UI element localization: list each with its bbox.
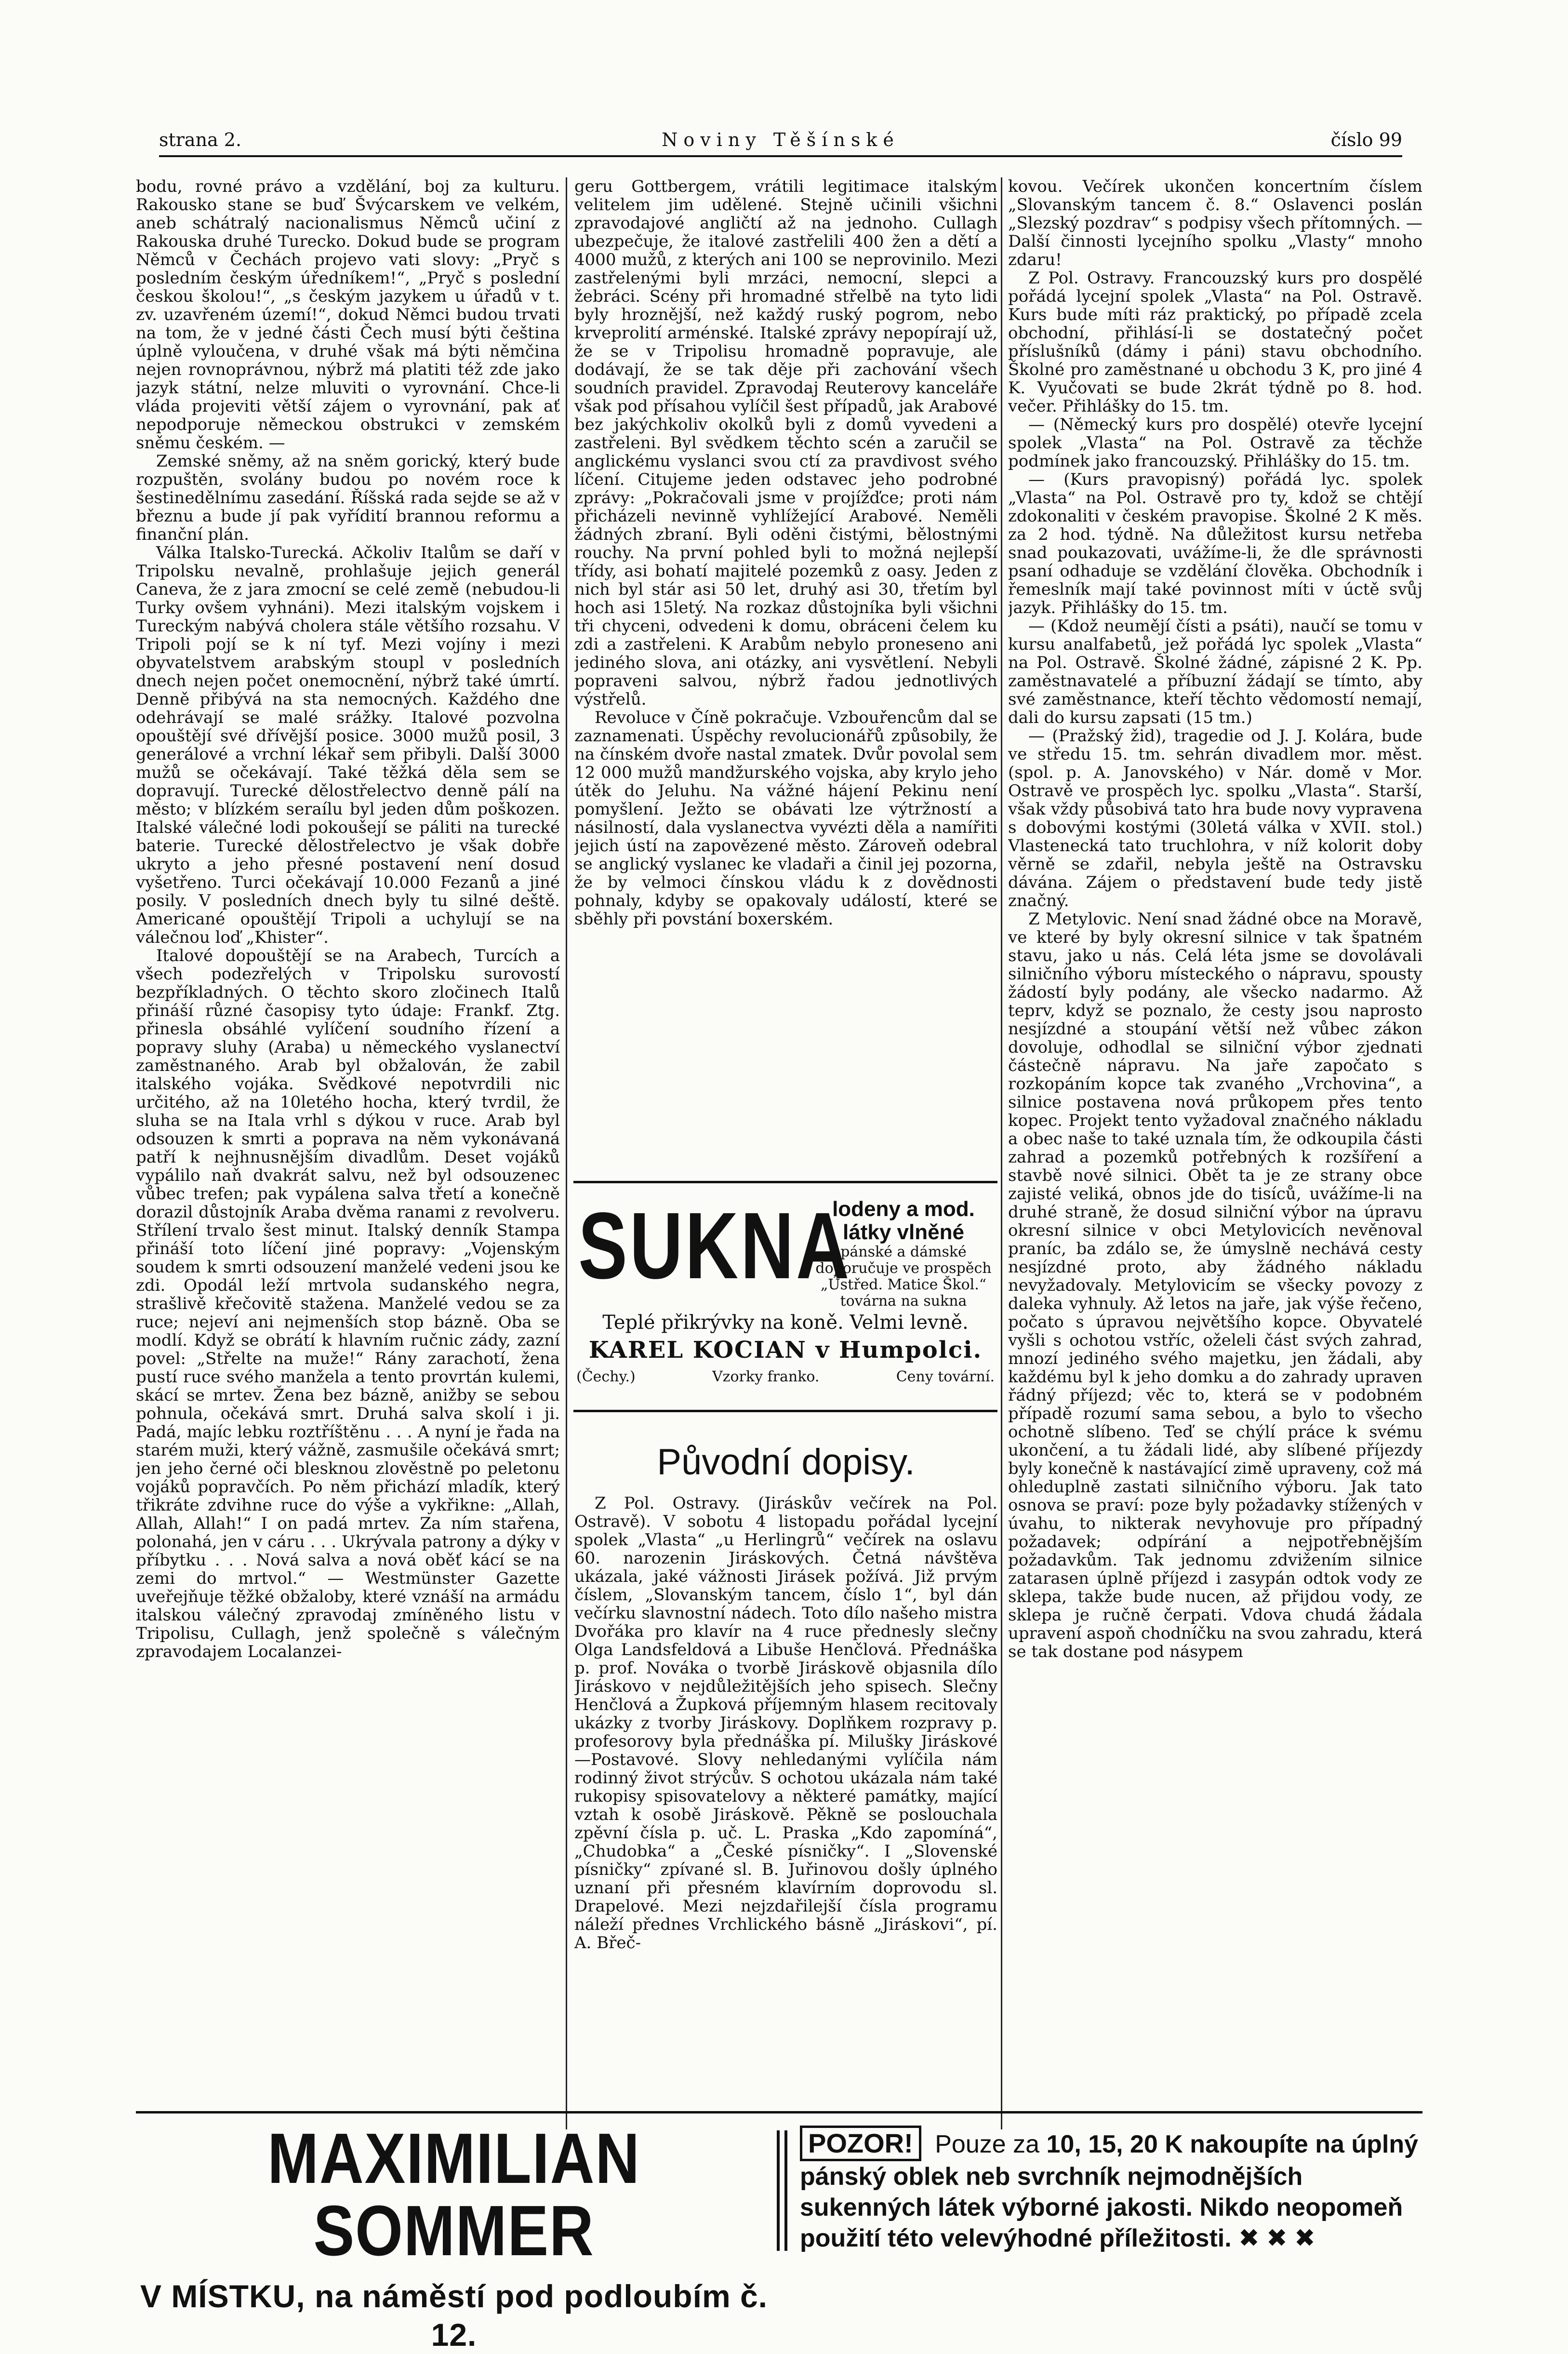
sukna-description: pánské a dámské doporučuje ve prospěch „Ústřed. Matice Škol.“ továrna na sukna [815,1244,992,1310]
article-paragraph: kovou. Večírek ukončen koncertním číslem „Slovanským tancem č. 8.“ Oslavenci poslán „Slezský pozdrav“ s podpisy všech přítomných. — Další činnosti lycejního spolku „Vlasty“ mnoho zdaru! [1008,177,1422,269]
sommer-advertisement [136,2119,772,2353]
article-paragraph: — (Pražský žid), tragedie od J. J. Kolára, bude ve středu 15. tm. sehrán divadlem mor. měst. (spol. p. A. Janovského) v Nár. domě v Mor. Ostravě ve prospěch lyc. spolku „Vlasta“. Starší, však vždy působivá tato hra bude novy vypravena s dobovými kostými (30letá válka v XVII. stol.) Vlastenecká tato truchlohra, v níž kolorit doby věrně se zdařil, nebyla ještě na Ostravsku dávána. Zájem o představení bude tedy jistě značný. [1008,726,1422,910]
article-paragraph: Zemské sněmy, až na sněm gorický, který bude rozpuštěn, svolány budou po novém roce k šestinedělnímu zasedání. Říšská rada sejde se až v březnu a bude jí pak vyřídití brannou reformu a finanční plán. [136,452,560,544]
article-paragraph: — (Německý kurs pro dospělé) otevře lycejní spolek „Vlasta“ na Pol. Ostravě za těchže podmínek jako francouzský. Přihlášky do 15. tm. [1008,415,1422,471]
article-paragraph: — (Kdož neumějí čísti a psáti), naučí se tomu v kursu analfabetů, jež pořádá lyc spolek „Vlasta“ na Pol. Ostravě. Školné žádné, zápisné 2 K. Pp. zaměstnavatelé a příbuzní žádají se tímto, aby své zaměstnance, kteří těchto vědomostí nemají, dali do kursu zapsati (15 tm.) [1008,616,1422,727]
column-divider [566,177,567,2129]
column-divider [1001,177,1002,2129]
sommer-name: MAXIMILIAN SOMMER [267,2119,640,2271]
issue-number: číslo 99 [1330,129,1402,150]
sukna-lodeny: lodeny a mod. látky vlněné [832,1197,975,1244]
column-3 [1008,177,1422,2129]
article-paragraph: Z Pol. Ostravy. Francouzský kurs pro dospělé pořádá lycejní spolek „Vlasta“ na Pol. Ostravě. Kurs bude míti ráz praktický, po případě zcela obchodní, přihlásí-li se dostatečný počet příslušníků (dámy i páni) stavu obchodního. Školné pro zaměstnané u obchodu 3 K, pro jiné 4 K. Vyučovati se bude 2krát týdně po 8. hod. večer. Přihlášky do 15. tm. [1008,268,1422,416]
article-paragraph: Válka Italsko-Turecká. Ačkoliv Italům se daří v Tripolsku nevalně, prohlašuje jejich generál Caneva, že z jara zmocní se celé země (nebudou-li Turky ovšem vyhnáni). Mezi italským vojskem i Tureckým nabývá cholera stále většího rozsahu. V Tripoli pojí se k ní tyf. Mezi vojíny i mezi obyvatelstvem arabským stoupl v posledních dnech nejen počet onemocnění, nýbrž také úmrtí. Denně přibývá na sta nemocných. Každého dne odehrávají se malé srážky. Italové pozvolna opouštějí své dřívější posice. 3000 mužů posil, 3 generálové a vrchní lékař sem přibyli. Další 3000 mužů se očekávají. Také těžká děla sem se dopravují. Turecké dělostřelectvo denně pálí na město; v blízkém seraílu byl jeden dům poškozen. Italské válečné lodi pokoušejí se páliti na turecké baterie. Turecké dělostřelectvo je však dobře ukryto a jeho přesné postavení není dosud vyšetřeno. Turci očekávají 10.000 Fezanů a jiné posily. V posledních dnech byly tu silné deště. Americané opouštějí Tripoli a uchylují se na válečnou loď „Khister“. [136,543,560,947]
column-2 [574,177,997,1175]
column-2-lower [574,1494,997,2082]
pozor-amounts: 10, 15, 20 K [1046,2130,1183,2158]
bottom-rule [136,2111,1422,2113]
article-paragraph: Italové dopouštějí se na Arabech, Turcích a všech podezřelých v Tripolsku surovostí bezpříkladných. O těchto skoro zločinech Italů přináší různé časopisy tyto údaje: Frankf. Ztg. přinesla obsáhlé vylíčení soudního řízení a popravy sluhy (Araba) u německého vyslanectví zaměstnaného. Arab byl obžalován, že zabil italského vojáka. Svědkové nepotvrdili nic určitého, až na 10letého hocha, který tvrdil, že sluha se na Itala vrhl s dýkou v ruce. Arab byl odsouzen k smrti a poprava na něm vykonávaná patří k nejhnusnějším divadlům. Deset vojáků vypálilo naň dvakrát salvu, než byl odsouzenec vůbec trefen; pak vypálena salva třetí a konečně dorazil důstojník Araba dvěma ranami z revolveru. Střílení trvalo šest minut. Italský denník Stampa přináší toto líčení jiné popravy: „Vojenským soudem k smrti odsouzení manželé vedeni jsou ke zdi. Opodál leží mrtvola sudanského negra, strašlivě křečovitě stažena. Manželé vedou se za ruce; nejeví ani nejmenších stop bázně. Oba se modlí. Když se obrátí k hlavním ručnic zády, zazní povel: „Střelte na muže!“ Rány zarachotí, žena pustí ruce svého manžela a tento provrtán kulemi, skácí se mrtev. Žena bez bázně, anižby se sebou pohnula, očekává smrt. Druhá salva skolí i ji. Padá, majíc lebku roztříštěnu . . . A nyní je řada na starém muži, který vážně, zasmušile očekává smrt; jen jeho černé oči blesknou zlověstně po peletonu vojáků popravčích. Po něm přichází mladík, který třikráte zdvihne ruce do výše a vykřikne: „Allah, Allah, Allah!“ I on padá mrtev. Za ním stařena, polonahá, jen v cáru . . . Ukrývala patrony a dýky v příbytku . . . Nová salva a nová oběť kácí se na zemi do mrtvol.“ — Westmünster Gazette uveřejňuje těžké obžaloby, které vznáší na armádu italskou válečný zpravodaj zmíněného listu v Tripolisu, Cullagh, jenž společně s válečným zpravodajem Localanzei- [136,946,560,1661]
page-header [159,126,1402,157]
sukna-advertisement [573,1181,997,1412]
article-paragraph: — (Kurs pravopisný) pořádá lyc. spolek „Vlasta“ na Pol. Ostravě pro ty, kdož se chtějí zdokonaliti v českém pravopise. Školné 2 K měs. za 2 hod. týdně. Na důležitost kursu netřeba snad poukazovati, uvážíme-li, že dle správnosti psaní odhaduje se vzdělání člověka. Obchodník i řemeslník mají také povinnost míti v úctě svůj jazyk. Přihlášky do 15. tm. [1008,470,1422,617]
article-paragraph: Z Metylovic. Není snad žádné obce na Moravě, ve které by byly okresní silnice v tak špatném stavu, jako u nás. Celá léta jsme se dovolávali silničního výboru místeckého o nápravu, spousty žádostí byly podány, ale všecko nadarmo. Až teprv, když se poznalo, že cesty jsou naprosto nesjízdné a stoupání větší než vůbec zákon dovoluje, odhodlal se silniční výbor zjednati částečně nápravu. Na jaře započato s rozkopáním kopce tak zvaného „Vrchovina“, a silnice postavena nová průkopem přes tento kopec. Projekt tento vyžadoval značného nákladu a obec naše to také uznala tím, že odkoupila části zahrad a pozemků potřebných k rozšíření a stavbě nové silnici. Obět ta je ze strany obce zajisté veliká, obnos jde do tisíců, uvážíme-li na druhé straně, že dosud silniční výbor na úpravu okresní silnice v obci Metylovicích nevěnoval praníc, ba zdálo se, že úmyslně nechává cesty nesjízdné proto, aby žádného nákladu nevyžadovaly. Metylovicím se všecky povozy z daleka vyhnuly. Až letos na jaře, jak výše řečeno, počato s úpravou největšího kopce. Obyvatelé vyšli s ochotou vstříc, oželeli část svých zahrad, mnozí jediného svého majetku, jen žádali, aby každému byl k jeho domku a do zahrady upraven řádný příjezd; věc to, která se v podobném případě rozumí sama sebou, a bylo to všecho ochotně slíbeno. Teď se chýlí práce k svému ukončení, a tu žádali lidé, aby slíbené příjezdy byly konečně k nastávající zimě upraveny, což má ohleduplně zastati silničního výboru. Jak tato osnova se praví: poze byly požadavky stížených v úvahu, to nikterak nevyhovuje pro případný požadavek; odpírání a nejpotřebnějším požadavkům. Tak jednomu zdvižením silnice zatarasen úplně příjezd i zasypán odtok vody ze sklepa, takže bude nucen, až přijdou vody, ze sklepa je ručně čerpati. Vdova chudá žádala upravení aspoň chodníčku na svou zahradu, která se tak dostane pod násypem [1008,910,1422,1661]
sukna-prices: Ceny tovární. [896,1368,995,1385]
pozor-marks: ✖ ✖ ✖ [1238,2224,1316,2252]
sukna-samples: Vzorky franko. [712,1368,820,1385]
sukna-headline: SUKNA [578,1193,851,1298]
pozor-advertisement [800,2126,1422,2265]
ad-divider [784,2130,787,2251]
section-heading: Původní dopisy. [657,1442,915,1483]
sukna-blankets: Teplé přikrývky na koně. Velmi levně. [602,1311,969,1334]
article-paragraph: bodu, rovné právo a vzdělání, boj za kulturu. Rakousko stane se buď Švýcarskem ve velkém, aneb schátralý nacionalismus Němců učiní z Rakouska druhé Turecko. Dokud bude se program Němců v Čechách projevo vati slovy: „Pryč s posledním českým úředníkem!“, „Pryč s poslední českou školou!“, „s českým jazykem u úřadů v t. zv. uzavřeném území!“, dokud Němci budou trvati na tom, že v jedné části Čech musí býti čeština úplně vyloučena, v druhé však má býti němčina nejen rovnoprávnou, nýbrž má platiti též zde jako jazyk státní, nelze mluviti o vyrovnání. Chce-li vláda projeviti větší zájem o vyrovnání, pak ať nepodporuje německou obstrukci v zemském sněmu českém. — [136,177,560,453]
newspaper-title: Noviny Těšínské [662,129,900,150]
ad-divider [777,2130,780,2251]
pozor-body: nakoupíte na úplný pánský oblek neb svrchník nejmodnějších sukenných látek výborné jakosti. Nikdo neopomeň použití této velevýhodné příležitosti. [800,2130,1419,2252]
article-paragraph: geru Gottbergem, vrátili legitimace italským velitelem jim udělené. Stejně učinili všichni zpravodajové angličtí až na jednoho. Cullagh ubezpečuje, že italové zastřelili 400 žen a dětí a 4000 mužů, z kterých ani 100 se neprovinilo. Mezi zastřelenými byli mrzáci, nemocní, slepci a žebráci. Scény při hromadné střelbě na tyto lidi byly hroznější, než každý ruský pogrom, nebo krveprolití arménské. Italské zprávy nepopírají už, že se v Tripolisu hromadně popravuje, ale dodávají, že se tak děje při zachování všech soudních pravidel. Zpravodaj Reuterovy kanceláře však pod přísahou vylíčil šest případů, jak Arabové bez jakýchkoliv okolků byli z domů vyvedeni a zastřeleni. Byl svědkem těchto scén a zaručil se anglickému vyslanci svou ctí za pravdivost svého líčení. Citujeme jeden odstavec jeho podrobné zprávy: „Pokračovali jsme v projížďce; proti nám přicházeli nevinně vyhlížející Arabové. Neměli žádných zbraní. Byli oděni čistými, bělostnými rouchy. Na první pohled byli to možná nejlepší třídy, asi bohatí majitelé pozemků z oasy. Jeden z nich byl stár asi 50 let, druhý asi 30, třetím byl hoch asi 15letý. Na rozkaz důstojníka byli všichni tři chyceni, odvedeni k domu, obráceni čelem ku zdi a zastřeleni. K Arabům nebylo proneseno ani jediného slova, ani otázky, ani vysvětlení. Nebyli popraveni salvou, nýbrž řadou jednotlivých výstřelů. [574,177,997,709]
sommer-address: V MÍSTKU, na náměstí pod podloubím č. 12. [140,2278,768,2353]
pozor-label: POZOR! [800,2126,921,2161]
column-1 [136,177,560,2129]
sukna-side-text [814,1198,993,1310]
article-paragraph: Revoluce v Číně pokračuje. Vzbouřencům dal se zaznamenati. Úspěchy revolucionářů způsobily, že na čínském dvoře nastal zmatek. Dvůr povolal sem 12 000 mužů mandžurského vojska, aby krylo jeho útěk do Jeluhu. Na vážné hájení Pekinu není pomyšlení. Ježto se obávati lze výtržností a násilností, dala vyslanectva vyvézti děla a namířiti jejich ústí na zapovězené město. Zároveň odebral se anglický vyslanec ke vladaři a činil jej pozorna, že by velmoci čínskou vládu k z dovědnosti pohnaly, kdyby se opakovaly událostí, které se sběhly při povstání boxerském. [574,708,997,929]
page-number: strana 2. [159,129,242,150]
pozor-intro: Pouze za [935,2130,1040,2158]
sukna-company: KAREL KOCIAN v Humpolci. [588,1337,983,1364]
sukna-footer [576,1368,995,1385]
sukna-country: (Čechy.) [576,1368,636,1385]
article-paragraph: Z Pol. Ostravy. (Jiráskův večírek na Pol. Ostravě). V sobotu 4 listopadu pořádal lycejní spolek „Vlasta“ „u Herlingrů“ večírek na oslavu 60. narozenin Jiráskových. Četná návštěva ukázala, jaké vážnosti Jirásek požívá. Již prvým číslem, „Slovanským tancem, číslo 1“, byl dán večírku slavnostní nádech. Toto dílo našeho mistra Dvořáka pro klavír na 4 ruce přednesly slečny Olga Landsfeldová a Libuše Henčlová. Přednáška p. prof. Nováka o tvorbě Jiráskově objasnila dílo Jiráskovo v nejdůležitějších jeho spisech. Slečny Henčlová a Župková příjemným hlasem recitovaly ukázky z tvorby Jiráskovy. Doplňkem rozpravy p. profesorovy byla přednáška pí. Milušky Jiráskové—Postavové. Slovy nehledanými vylíčila nám rodinný život strýcův. S ochotou ukázala nám také rukopisy spisovatelovy a některé památky, mající vztah k osobě Jiráskově. Pěkně se poslouchala zpěvní čísla p. uč. L. Praska „Kdo zapomíná“, „Chudobka“ a „České písničky“. I „Slovenské písničky“ zpívané sl. B. Juřinovou došly úplného uznaní při přesném klavírním doprovodu sl. Drapelové. Mezi nejzdařilejší čísla programu náleží přednes Vrchlického básně „Jiráskovi“, pí. A. Břeč- [574,1494,997,1953]
